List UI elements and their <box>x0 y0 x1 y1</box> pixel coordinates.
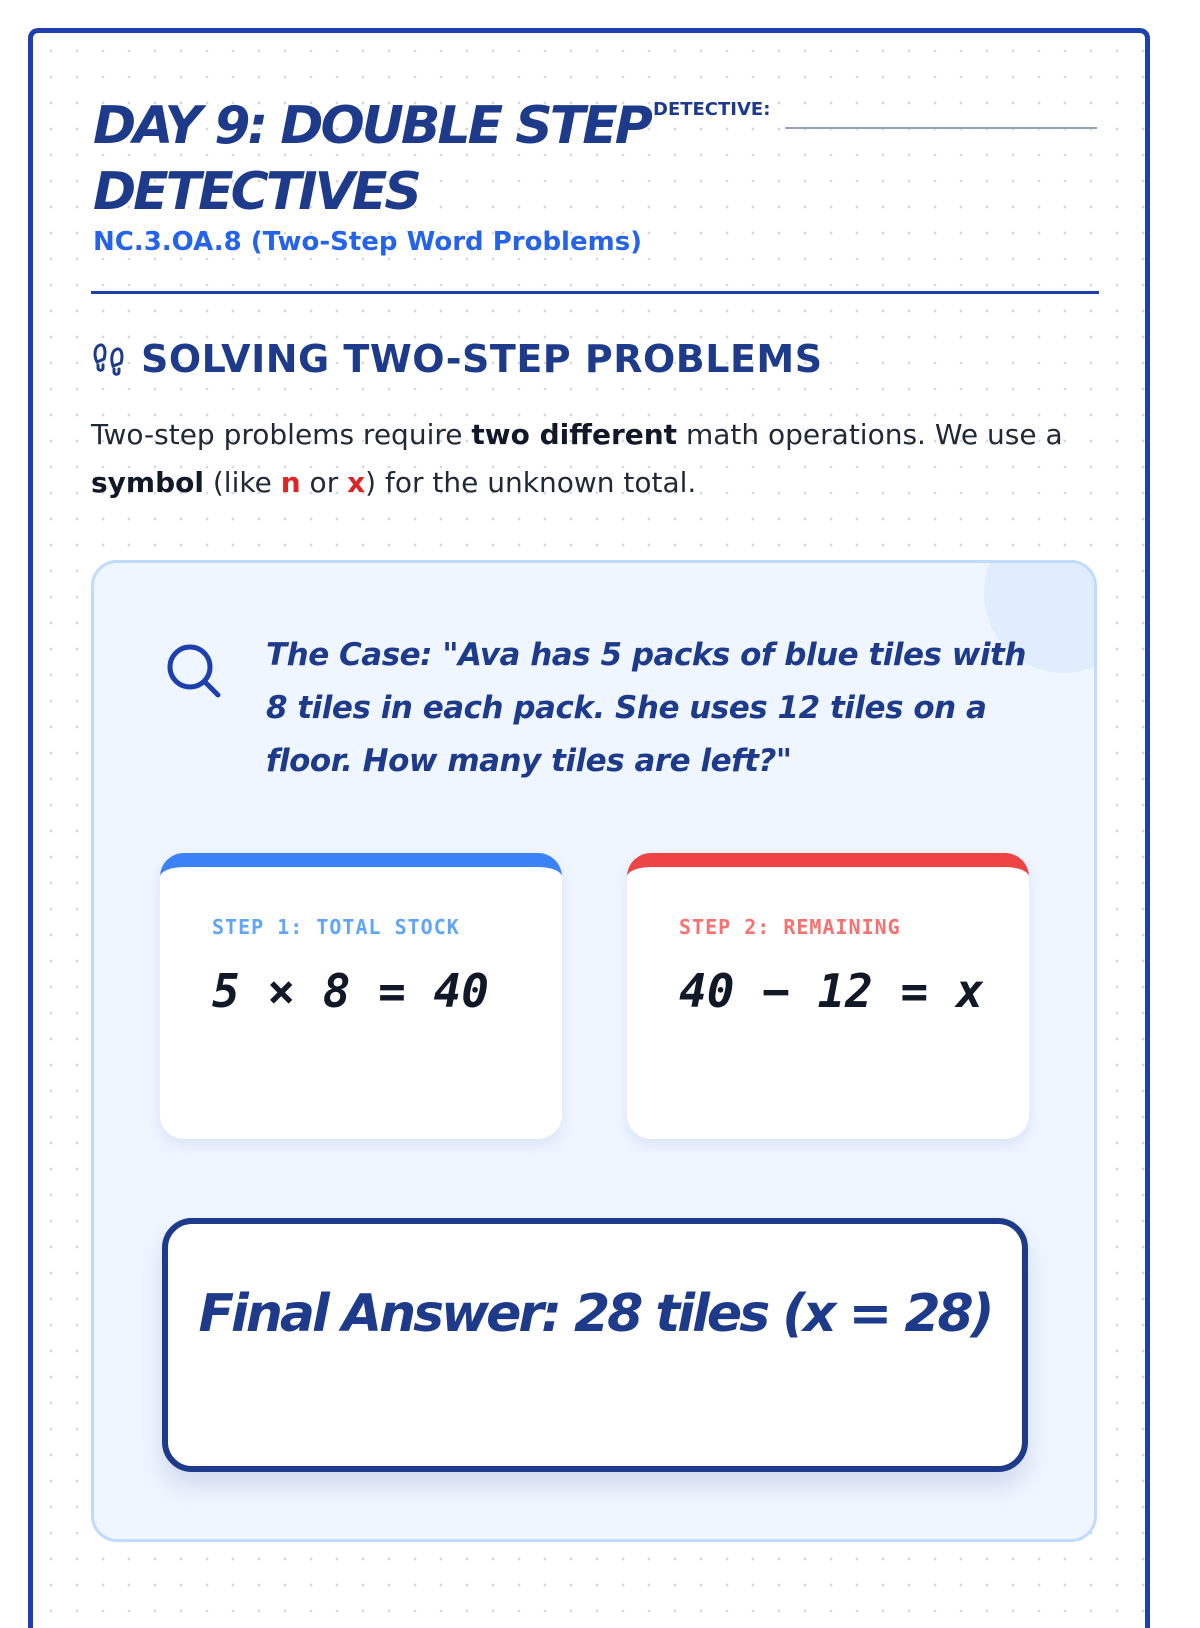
step-equation: 5 × 8 = 40 <box>212 964 489 1018</box>
header-divider <box>91 291 1099 294</box>
magnifier-icon <box>164 641 226 708</box>
step-equation: 40 − 12 = x <box>679 964 984 1018</box>
step-label: STEP 1: TOTAL STOCK <box>212 915 460 939</box>
detective-name-line[interactable] <box>785 127 1097 129</box>
footprints-icon <box>91 340 129 378</box>
section-heading <box>91 337 823 381</box>
symbol-n: n <box>280 466 301 499</box>
final-answer: Final Answer: 28 tiles (x = 28) <box>198 1284 992 1344</box>
worksheet-page <box>28 28 1150 1628</box>
step-label: STEP 2: REMAINING <box>679 915 901 939</box>
step-card-2 <box>627 853 1029 1139</box>
case-panel <box>91 560 1097 1542</box>
final-answer-box <box>162 1218 1028 1472</box>
step-card-1 <box>160 853 562 1139</box>
section-title: SOLVING TWO-STEP PROBLEMS <box>141 337 823 381</box>
case-text: The Case: "Ava has 5 packs of blue tiles with 8 tiles in each pack. She uses 12 tiles on a floor. How many tiles are left?" <box>266 637 1026 779</box>
detective-label: DETECTIVE: <box>653 99 771 120</box>
page-title: DAY 9: DOUBLE STEP DETECTIVES <box>93 96 650 222</box>
intro-paragraph: Two-step problems require two different math operations. We use a symbol (like n or x) for the unknown total. <box>91 418 1063 499</box>
standard-code: NC.3.OA.8 (Two-Step Word Problems) <box>93 227 643 257</box>
symbol-x: x <box>347 466 366 499</box>
